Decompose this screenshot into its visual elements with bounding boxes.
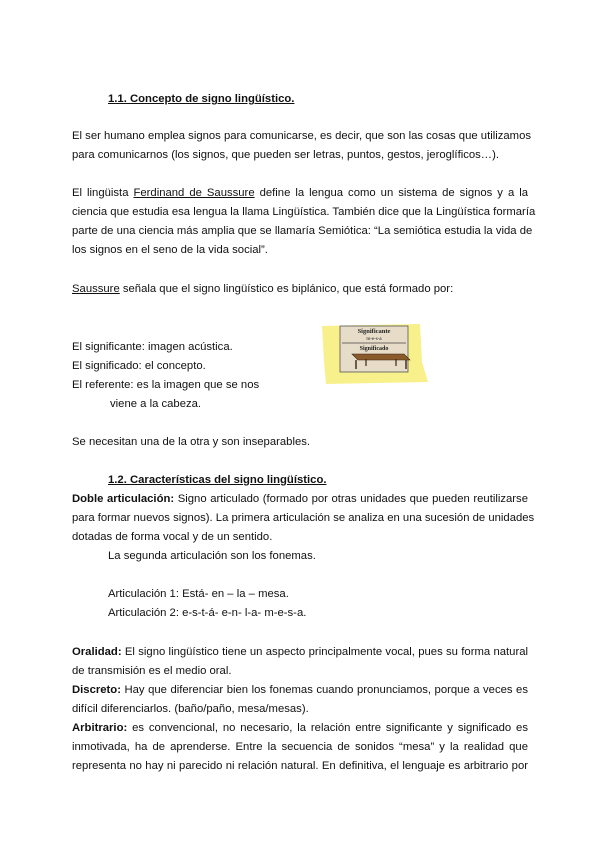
paragraph-3 — [72, 282, 528, 296]
doble-articulacion-term: Doble articulación: — [72, 493, 175, 505]
doble-articulacion-line-1 — [72, 492, 528, 506]
text: es convencional, no necesario, la relación entre significante y significado es — [127, 722, 528, 734]
text: El lingüista — [72, 187, 134, 199]
paragraph-4: Se necesitan una de la otra y son inseparables. — [72, 436, 311, 448]
list-item-referente-continuation: viene a la cabeza. — [110, 398, 202, 410]
paragraph-2-line-2: ciencia que estudia esa lengua la llama Lingüística. También dice que la Lingüística formaría — [72, 206, 536, 218]
section-2-heading: 1.2. Características del signo lingüístico. — [108, 474, 327, 486]
paragraph-1-line-1: El ser humano emplea signos para comunicarse, es decir, que son las cosas que utilizamos — [72, 130, 532, 142]
table-icon — [352, 354, 410, 360]
text: señala que el signo lingüístico es biplánico, que está formado por: — [119, 283, 454, 295]
saussure-link-2[interactable]: Saussure — [72, 283, 120, 295]
list-item-significado: El significado: el concepto. — [72, 360, 206, 372]
paragraph-2-line-3: parte de una ciencia más amplia que se llamaría Semiótica: “La semiótica estudia la vida de — [72, 225, 533, 237]
paragraph-2-line-1 — [72, 186, 528, 200]
discreto-term: Discreto: — [72, 684, 121, 696]
figure-label-top: Significante — [357, 328, 391, 335]
arbitrario-line-2: inmotivada, ha de aprenderse. Entre la secuencia de sonidos “mesa” y la realidad que — [72, 741, 528, 753]
discreto-line-2: difícil diferenciarlos. (baño/paño, mesa/mesas). — [72, 703, 309, 715]
discreto-line-1 — [72, 683, 528, 697]
paragraph-2-line-4: los signos en el seno de la vida social”. — [72, 244, 268, 256]
articulacion-1: Articulación 1: Está- en – la – mesa. — [108, 588, 289, 600]
figure-word: m-e-s-a — [366, 337, 382, 342]
oralidad-line-2: de transmisión es el medio oral. — [72, 665, 232, 677]
text: El signo lingüístico tiene un aspecto principalmente vocal, pues su forma natural — [121, 646, 528, 658]
saussure-link[interactable]: Ferdinand de Saussure — [133, 187, 255, 199]
figure-label-bottom: Significado — [359, 346, 389, 352]
text: Hay que diferenciar bien los fonemas cuando pronunciamos, porque a veces es — [120, 684, 528, 696]
sign-diagram-figure — [318, 322, 430, 384]
list-item-significante: El significante: imagen acústica. — [72, 341, 233, 353]
oralidad-term: Oralidad: — [72, 646, 122, 658]
arbitrario-line-1 — [72, 721, 528, 735]
list-item-referente: El referente: es la imagen que se nos — [72, 379, 260, 391]
articulacion-2: Articulación 2: e-s-t-á- e-n- l-a- m-e-s-a. — [108, 607, 307, 619]
section-1-heading: 1.1. Concepto de signo lingüístico. — [108, 93, 295, 105]
arbitrario-line-3: representa no hay ni parecido ni relación natural. En definitiva, el lenguaje es arbitrario por — [72, 760, 528, 772]
doble-articulacion-line-4: La segunda articulación son los fonemas. — [108, 550, 316, 562]
paragraph-1-line-2: para comunicarnos (los signos, que pueden ser letras, puntos, gestos, jeroglíficos…). — [72, 149, 499, 161]
text: Signo articulado (formado por otras unidades que pueden reutilizarse — [174, 493, 528, 505]
doble-articulacion-line-2: para formar nuevos signos). La primera articulación se analiza en una sucesión de unidades — [72, 512, 535, 524]
text: define la lengua como un sistema de signos y a la — [254, 187, 529, 199]
oralidad-line-1 — [72, 645, 528, 659]
arbitrario-term: Arbitrario: — [72, 722, 128, 734]
doble-articulacion-line-3: dotadas de forma vocal y de un sentido. — [72, 531, 273, 543]
sign-diagram-illustration — [318, 322, 430, 384]
